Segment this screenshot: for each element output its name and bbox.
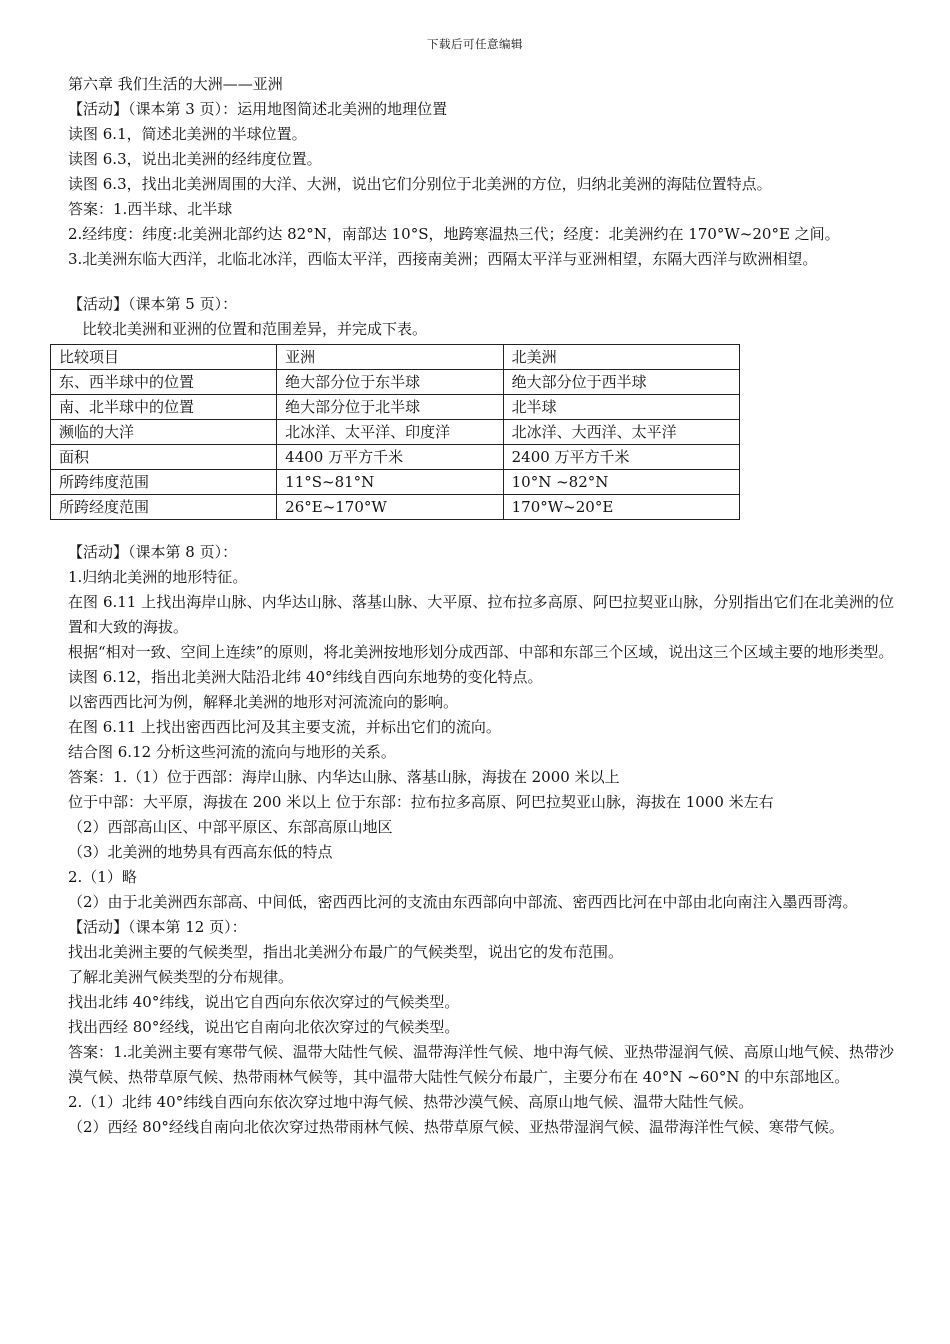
table-header-cell: 比较项目 (51, 345, 277, 370)
question: 在图 6.11 上找出密西西比河及其主要支流，并标出它们的流向。 (68, 718, 501, 736)
answer: 答案：1.（1）位于西部：海岸山脉、内华达山脉、落基山脉，海拔在 2000 米以上 (68, 768, 620, 786)
table-row (51, 495, 740, 520)
answer: 答案：1.西半球、北半球 (68, 200, 233, 218)
question: 根据“相对一致、空间上连续”的原则，将北美洲按地形划分成西部、中部和东部三个区域，说出这三个区域主要的地形类型。 (68, 643, 894, 661)
table-row (51, 395, 740, 420)
table-cell: 北半球 (503, 395, 739, 420)
question: 1.归纳北美洲的地形特征。 (68, 568, 248, 586)
table-header-cell: 北美洲 (503, 345, 739, 370)
question: 结合图 6.12 分析这些河流的流向与地形的关系。 (68, 743, 396, 761)
activity-heading: 【活动】（课本第 3 页）：运用地图简述北美洲的地理位置 (68, 100, 448, 118)
question: 在图 6.11 上找出海岸山脉、内华达山脉、落基山脉、大平原、拉布拉多高原、阿巴拉契亚山脉，分别指出它们在北美洲的位置和大致的海拔。 (68, 593, 894, 636)
activity-heading: 【活动】（课本第 5 页）： (68, 295, 238, 313)
table-cell: 绝大部分位于北半球 (277, 395, 503, 420)
answer: （2）西部高山区、中部平原区、东部高原山地区 (68, 818, 393, 836)
table-cell: 170°W~20°E (503, 495, 739, 520)
table-cell: 东、西半球中的位置 (51, 370, 277, 395)
answer: 2.（1）北纬 40°纬线自西向东依次穿过地中海气候、热带沙漠气候、高原山地气候、温带大陆性气候。 (68, 1093, 754, 1111)
table-cell: 2400 万平方千米 (503, 445, 739, 470)
table-cell: 绝大部分位于西半球 (503, 370, 739, 395)
answer: 3.北美洲东临大西洋，北临北冰洋，西临太平洋，西接南美洲；西隔太平洋与亚洲相望，东隔大西洋与欧洲相望。 (68, 250, 818, 268)
question: 找出北纬 40°纬线，说出它自西向东依次穿过的气候类型。 (68, 993, 460, 1011)
page-header: 下载后可任意编辑 (427, 37, 523, 51)
question: 读图 6.12，指出北美洲大陆沿北纬 40°纬线自西向东地势的变化特点。 (68, 668, 543, 686)
table-row (51, 420, 740, 445)
answer: 2.经纬度：纬度:北美洲北部约达 82°N，南部达 10°S，地跨寒温热三代；经度：北美洲约在 170°W~20°E 之间。 (68, 225, 840, 243)
table-row (51, 470, 740, 495)
table-cell: 4400 万平方千米 (277, 445, 503, 470)
table-cell: 北冰洋、太平洋、印度洋 (277, 420, 503, 445)
table-intro: 比较北美洲和亚洲的位置和范围差异，并完成下表。 (82, 320, 428, 338)
table-cell: 所跨经度范围 (51, 495, 277, 520)
table-cell: 南、北半球中的位置 (51, 395, 277, 420)
question: 找出西经 80°经线，说出它自南向北依次穿过的气候类型。 (68, 1018, 460, 1036)
question: 找出北美洲主要的气候类型，指出北美洲分布最广的气候类型，说出它的发布范围。 (68, 943, 624, 961)
table-cell: 26°E~170°W (277, 495, 503, 520)
activity-heading: 【活动】（课本第 8 页）： (68, 543, 238, 561)
question: 读图 6.3，说出北美洲的经纬度位置。 (68, 150, 322, 168)
table-header-cell: 亚洲 (277, 345, 503, 370)
table-cell: 所跨纬度范围 (51, 470, 277, 495)
question: 以密西西比河为例，解释北美洲的地形对河流流向的影响。 (68, 693, 459, 711)
comparison-table (50, 344, 740, 520)
answer: 答案：1.北美洲主要有寒带气候、温带大陆性气候、温带海洋性气候、地中海气候、亚热带湿润气候、高原山地气候、热带沙漠气候、热带草原气候、热带雨林气候等，其中温带大陆性气候分布最广，主要分布在 40°N ~60°N 的中东部地区。 (68, 1043, 894, 1086)
table-cell: 面积 (51, 445, 277, 470)
document-body (59, 72, 894, 1140)
question: 读图 6.3，找出北美洲周围的大洋、大洲，说出它们分别位于北美洲的方位，归纳北美洲的海陆位置特点。 (68, 175, 772, 193)
question: 了解北美洲气候类型的分布规律。 (68, 968, 294, 986)
chapter-title: 第六章 我们生活的大洲——亚洲 (68, 75, 283, 93)
answer: （2）由于北美洲西东部高、中间低，密西西比河的支流由东西部向中部流、密西西比河在中部由北向南注入墨西哥湾。 (68, 893, 858, 911)
answer: （3）北美洲的地势具有西高东低的特点 (68, 843, 333, 861)
table-header-row (51, 345, 740, 370)
table-cell: 10°N ~82°N (503, 470, 739, 495)
table-row (51, 370, 740, 395)
question: 读图 6.1，简述北美洲的半球位置。 (68, 125, 307, 143)
answer: 位于中部：大平原，海拔在 200 米以上 位于东部：拉布拉多高原、阿巴拉契亚山脉，海拔在 1000 米左右 (68, 793, 774, 811)
table-cell: 北冰洋、大西洋、太平洋 (503, 420, 739, 445)
activity-heading: 【活动】（课本第 12 页）： (68, 918, 247, 936)
table-cell: 绝大部分位于东半球 (277, 370, 503, 395)
table-cell: 濒临的大洋 (51, 420, 277, 445)
answer: （2）西经 80°经线自南向北依次穿过热带雨林气候、热带草原气候、亚热带湿润气候、温带海洋性气候、寒带气候。 (68, 1118, 844, 1136)
answer: 2.（1）略 (68, 868, 137, 886)
table-cell: 11°S~81°N (277, 470, 503, 495)
table-row (51, 445, 740, 470)
